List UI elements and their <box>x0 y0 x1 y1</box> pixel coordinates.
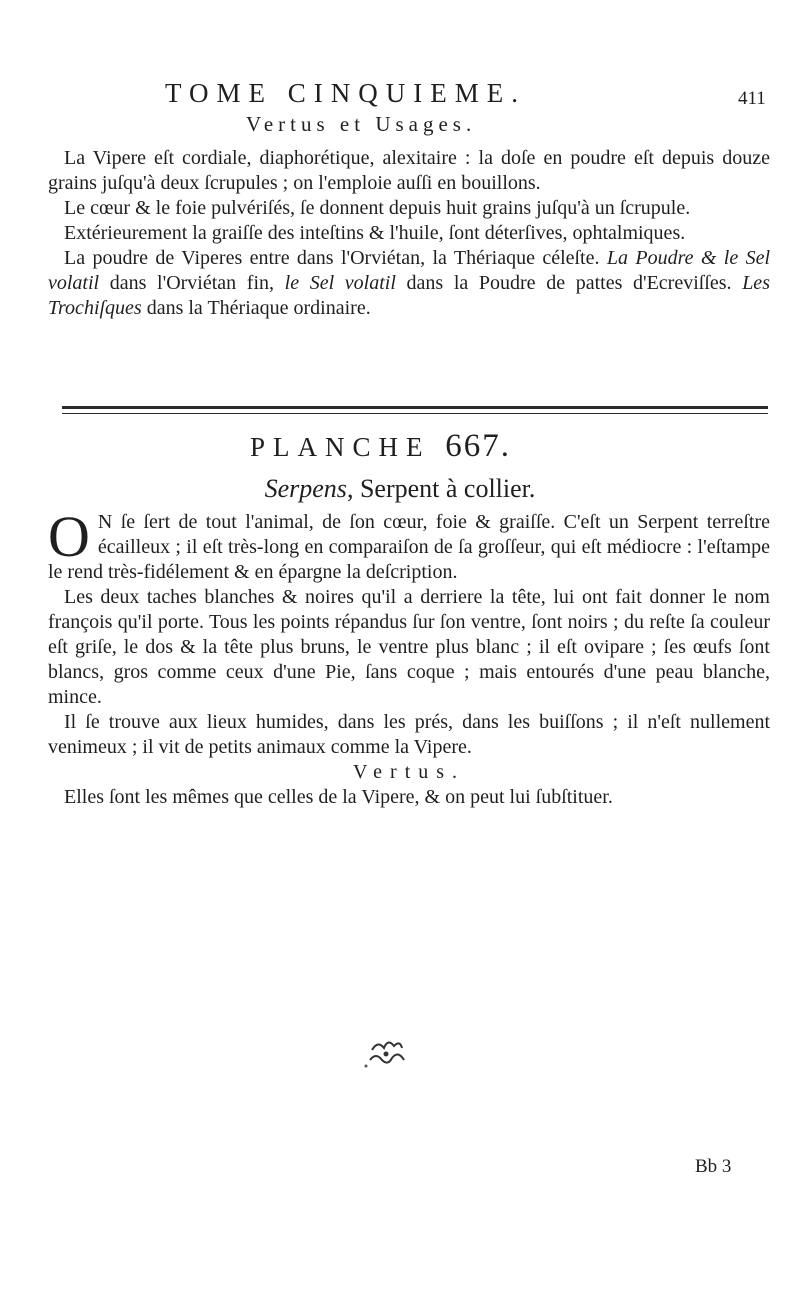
running-title: TOME CINQUIEME. <box>165 78 526 108</box>
italic-run: Les Trochiſques <box>48 272 770 319</box>
text-run: dans la Poudre de pattes d'Ecreviſſes. <box>395 272 743 294</box>
plate-label: PLANCHE <box>250 432 431 462</box>
plate-heading <box>250 428 570 465</box>
plate-subtitle <box>0 474 800 504</box>
paragraph <box>48 504 770 585</box>
paragraph: Le cœur & le foie pulvériſés, ſe donnent depuis huit grains juſqu'à un ſcrupule. <box>64 197 691 219</box>
french-name: , Serpent à collier. <box>346 474 536 503</box>
latin-name: Serpens <box>264 474 347 503</box>
paragraph <box>48 246 770 321</box>
italic-run: La Poudre & le Sel volatil <box>48 247 770 294</box>
text-run: dans l'Orviétan fin, <box>99 272 285 294</box>
signature-mark: Bb 3 <box>695 1156 732 1177</box>
paragraph: La Vipere eſt cordiale, diaphorétique, alexitaire : la doſe en poudre eſt depuis douze grains juſqu'à deux ſcrupules ; on l'emploie auſſi en bouillons. <box>48 147 770 194</box>
paragraph: Elles ſont les mêmes que celles de la Vipere, & on peut lui ſubſtituer. <box>64 786 613 808</box>
section-heading: Vertus et Usages. <box>246 112 477 136</box>
text-run: dans la Thériaque ordinaire. <box>141 297 371 319</box>
vertus-heading: Vertus. <box>352 761 466 783</box>
paragraph: Extérieurement la graiſſe des inteſtins & l'huile, ſont déterſives, ophtalmiques. <box>64 222 686 244</box>
printer-ornament-icon <box>358 1036 414 1070</box>
paragraph: Il ſe trouve aux lieux humides, dans les prés, dans les buiſſons ; il n'eſt nullement venimeux ; il vit de petits animaux comme la Vipere. <box>48 711 770 758</box>
paragraph: Les deux taches blanches & noires qu'il a derriere la tête, lui ont fait donner le nom françois qu'il porte. Tous les points répandus ſur ſon ventre, ſont noirs ; du reſte ſa couleur eſt griſe, le dos & la tête plus bruns, le ventre plus blanc ; il eſt ovipare ; ſes œufs ſont blancs, gros comme ceux d'une Pie, ſans coque ; mais entourés d'une peau blanche, mince. <box>48 586 770 708</box>
text-run: N ſe ſert de tout l'animal, de ſon cœur, foie & graiſſe. C'eſt un Serpent terreſtre écailleux ; il eſt très-long en comparaiſon de ſa groſſeur, qui eſt médiocre : l'eſtampe le rend très-fidélement & en épargne la deſcription. <box>48 511 770 583</box>
italic-run: le Sel volatil <box>284 272 396 294</box>
text-run: La poudre de Viperes entre dans l'Orviétan, la Thériaque céleſte. <box>64 247 607 269</box>
plate-number: 667. <box>445 428 512 464</box>
page-number: 411 <box>738 88 766 109</box>
serpent-description-text <box>48 504 770 810</box>
double-rule-divider <box>62 406 768 414</box>
vertus-et-usages-text <box>48 146 770 321</box>
drop-cap: O <box>48 504 90 569</box>
